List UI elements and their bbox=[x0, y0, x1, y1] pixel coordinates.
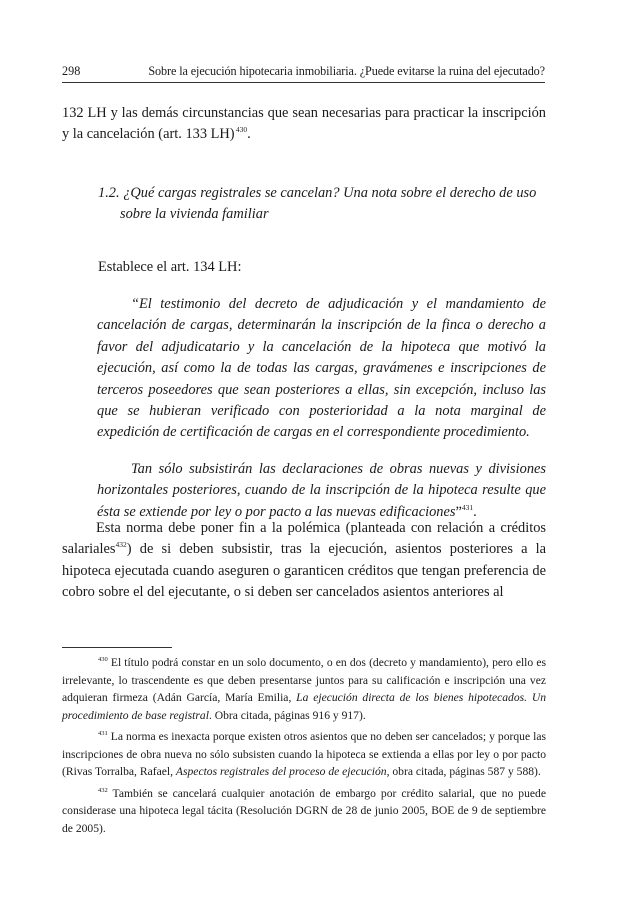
closing-text-2: ) de si deben subsistir, tras la ejecución, asientos posteriores a la hipoteca ejecutada cuando aseguren o garanticen créditos que tengan preferencia de cobro sobre el del ejecutante, o si deben ser cancelados asientos anteriores al bbox=[62, 541, 546, 601]
footnote-divider bbox=[62, 647, 172, 648]
footnote-ref-432[interactable]: 432 bbox=[115, 540, 127, 550]
footnote-431 bbox=[62, 728, 546, 781]
footnote-ref-431[interactable]: 431 bbox=[461, 502, 474, 512]
footnote-ref-430[interactable]: 430 bbox=[235, 125, 248, 135]
section-heading bbox=[98, 183, 546, 226]
quote-paragraph-1: “El testimonio del decreto de adjudicación y el mandamiento de cancelación de cargas, determinarán la inscripción de la finca o derecho a favor del adjudicatario y la cancelación de la hipoteca que motivó la ejecución, así como la de todas las cargas, gravámenes e inscripciones de terceros poseedores que sean posteriores a ellas, sin excepción, incluso las que se hubieran verificado con posterioridad a la nota marginal de expedición de certificación de cargas en el correspondiente procedimiento. bbox=[97, 296, 546, 441]
lead-text: Establece el art. 134 LH: bbox=[98, 259, 242, 275]
closing-text-1: Esta norma debe poner fin a la polémica (planteada con relación a créditos salariales bbox=[62, 520, 546, 558]
section-number: 1.2. bbox=[98, 185, 120, 201]
lead-paragraph bbox=[98, 257, 546, 278]
footnote-text: , obra citada, páginas 587 y 588). bbox=[386, 765, 541, 778]
footnote-citation-title: Aspectos registrales del proceso de ejecución bbox=[175, 765, 387, 778]
footnote-number: 430 bbox=[98, 656, 108, 663]
footnote-text: . Obra citada, páginas 916 y 917). bbox=[208, 708, 366, 722]
intro-text: 132 LH y las demás circunstancias que sean necesarias para practicar la inscripción y la cancelación (art. 133 LH) bbox=[62, 105, 546, 143]
quote-end: . bbox=[473, 503, 477, 520]
footnote-430 bbox=[62, 654, 546, 724]
footnote-number: 431 bbox=[98, 730, 108, 737]
quote-close: ” bbox=[455, 503, 462, 520]
block-quote bbox=[97, 294, 546, 523]
quote-paragraph-2 bbox=[97, 459, 546, 523]
closing-paragraph bbox=[62, 518, 546, 604]
intro-end: . bbox=[247, 126, 251, 143]
footnotes bbox=[62, 654, 546, 841]
footnote-number: 432 bbox=[98, 786, 108, 794]
page-number: 298 bbox=[62, 64, 81, 78]
running-title: Sobre la ejecución hipotecaria inmobiliaria. ¿Puede evitarse la ruina del ejecutado? bbox=[148, 64, 545, 78]
footnote-citation-title: La ejecución directa de los bienes hipotecados. Un procedimiento de base registral bbox=[62, 691, 547, 722]
footnote-text: También se cancelará cualquier anotación de embargo por crédito salarial, que no puede considerase una hipoteca legal tácita (Resolución DGRN de 28 de junio 2005, BOE de 9 de septiembre de 2005). bbox=[62, 786, 546, 835]
footnote-text: El título podrá constar en un solo documento, o en dos (decreto y mandamiento), pero ello es irrelevante, lo trascendente es que deben presentarse juntos para su calificación e inscripción una vez adquieran firmeza (Adán García, María Emilia, bbox=[62, 656, 546, 704]
quote-paragraph-2-text: Tan sólo subsistirán las declaraciones de obras nuevas y divisiones horizontales posteriores, cuando de la inscripción de la hipoteca resulte que ésta se extiende por ley o por pacto a las nuevas edificaciones bbox=[97, 460, 546, 520]
footnote-text: La norma es inexacta porque existen otros asientos que no deben ser cancelados; y porque las inscripciones de obra nueva no sólo subsisten cuando la hipoteca se extienda a ellas por ley o por pacto (Rivas Torralba, Rafael, bbox=[62, 730, 546, 778]
page-header bbox=[62, 62, 545, 83]
footnote-432 bbox=[62, 785, 546, 838]
intro-paragraph bbox=[62, 103, 546, 146]
section-title: ¿Qué cargas registrales se cancelan? Una nota sobre el derecho de uso sobre la vivienda familiar bbox=[120, 185, 537, 223]
